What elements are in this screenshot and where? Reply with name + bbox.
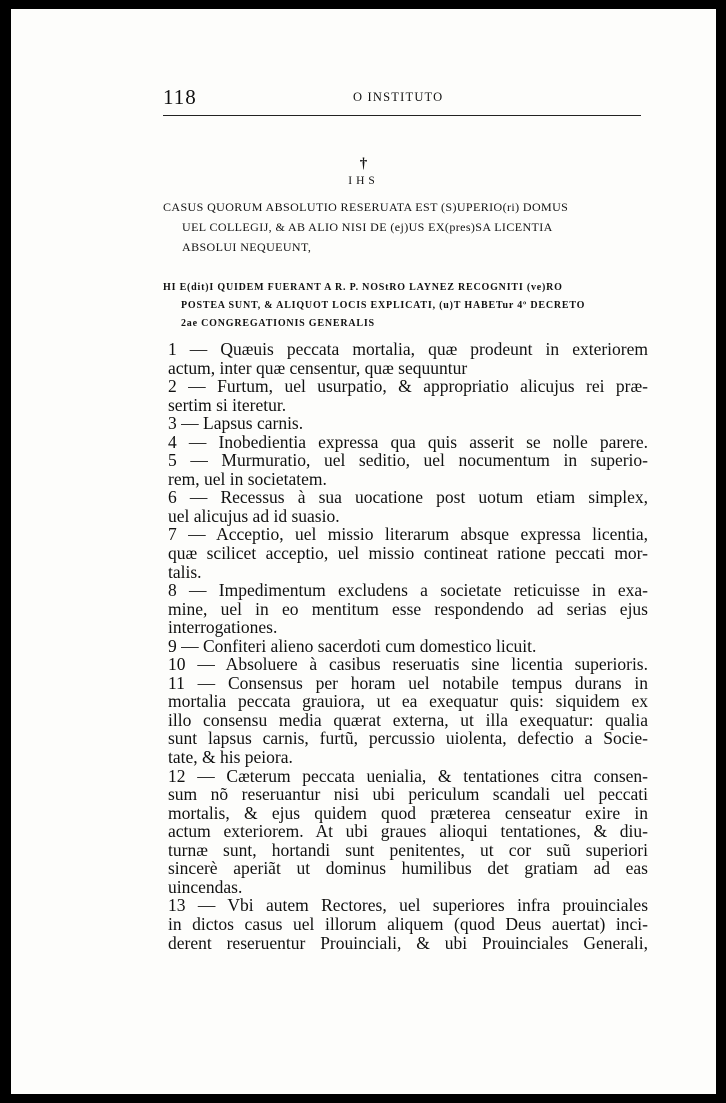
- body-line: 12 — Cæterum peccata uenialia, & tentationes citra consen-: [168, 765, 648, 786]
- subheading-line-3: 2ae CONGREGATIONIS GENERALIS: [181, 318, 375, 329]
- body-line: illo consensu media quærat externa, ut illa exequatur: qualia: [168, 709, 648, 730]
- body-text: [168, 340, 648, 952]
- body-line: 7 — Acceptio, uel missio literarum absque expressa licentia,: [168, 524, 648, 545]
- body-line: 8 — Impedimentum excludens a societate reticuisse in exa-: [168, 580, 648, 601]
- body-line: sincerè aperiãt ut dominus humilibus det gratiam ad eas: [168, 858, 648, 879]
- body-line: tate, & his peiora.: [168, 747, 293, 768]
- body-line: actum, inter quæ censentur, quæ sequuntur: [168, 357, 468, 378]
- body-line: interrogationes.: [168, 617, 278, 638]
- body-line: uincendas.: [168, 876, 243, 897]
- header-rule: [163, 115, 641, 116]
- body-line: 2 — Furtum, uel usurpatio, & appropriatio alicujus rei præ-: [168, 376, 648, 397]
- body-line: actum exteriorem. At ubi graues alioqui tentationes, & diu-: [168, 821, 648, 842]
- body-line: 3 — Lapsus carnis.: [168, 413, 304, 434]
- body-line: 4 — Inobedientia expressa qua quis asserit se nolle parere.: [168, 431, 648, 452]
- book-page: [11, 9, 716, 1094]
- body-line: mortalia peccata grauiora, ut ea exequatur quis: siquidem ex: [168, 691, 648, 712]
- body-line: turnæ sunt, hortandi sunt penitentes, ut cor suũ superiori: [168, 839, 648, 860]
- body-line: 9 — Confiteri alieno sacerdoti cum domestico licuit.: [168, 635, 537, 656]
- heading-line-3: ABSOLUI NEQUEUNT,: [182, 240, 312, 254]
- page-header: [163, 85, 641, 109]
- cross-icon: †: [359, 156, 368, 172]
- body-line: sum nõ reseruantur nisi ubi periculum scandali uel peccati: [168, 784, 648, 805]
- body-line: derent reseruentur Prouinciali, & ubi Prouinciales Generali,: [168, 932, 648, 953]
- body-line: in dictos casus uel illorum aliquem (quod Deus auertat) inci-: [168, 913, 648, 934]
- body-line: 11 — Consensus per horam uel notabile tempus durans in: [168, 672, 648, 693]
- body-line: 6 — Recessus à sua uocatione post uotum etiam simplex,: [168, 487, 648, 508]
- page-number: 118: [163, 85, 197, 109]
- heading-line-2: UEL COLLEGIJ, & AB ALIO NISI DE (ej)US EX(pres)SA LICENTIA: [182, 220, 553, 234]
- body-line: mortalis, & ejus quidem quod præterea censeatur exire in: [168, 802, 648, 823]
- body-line: 1 — Quæuis peccata mortalia, quæ prodeunt in exteriorem: [168, 339, 648, 359]
- body-line: 13 — Vbi autem Rectores, uel superiores infra prouinciales: [168, 895, 648, 916]
- body-line: quæ scilicet acceptio, uel missio contineat ratione peccati mor-: [168, 543, 648, 564]
- ihs-monogram: IHS: [348, 175, 379, 187]
- body-line: mine, uel in eo mentitum esse respondendo ad serias ejus: [168, 598, 648, 619]
- running-title: O INSTITUTO: [353, 90, 444, 104]
- subheading-line-1: HI E(dit)I QUIDEM FUERANT A R. P. NOStRO LAYNEZ RECOGNITI (ve)RO: [163, 282, 563, 293]
- body-line: 5 — Murmuratio, uel seditio, uel nocumentum in superio-: [168, 450, 648, 471]
- body-line: 10 — Absoluere à casibus reseruatis sine licentia superioris.: [168, 654, 648, 675]
- body-line: sunt lapsus carnis, furtũ, percussio uiolenta, defectio a Socie-: [168, 728, 648, 749]
- heading-line-1: CASUS QUORUM ABSOLUTIO RESERUATA EST (S)UPERIO(ri) DOMUS: [163, 200, 569, 214]
- body-line: sertim si iteretur.: [168, 394, 287, 415]
- body-line: talis.: [168, 561, 202, 582]
- body-line: uel alicujus ad id suasio.: [168, 505, 340, 526]
- subheading-line-2: POSTEA SUNT, & ALIQUOT LOCIS EXPLICATI, (u)T HABETur 4º DECRETO: [181, 300, 586, 311]
- body-line: rem, uel in societatem.: [168, 468, 327, 489]
